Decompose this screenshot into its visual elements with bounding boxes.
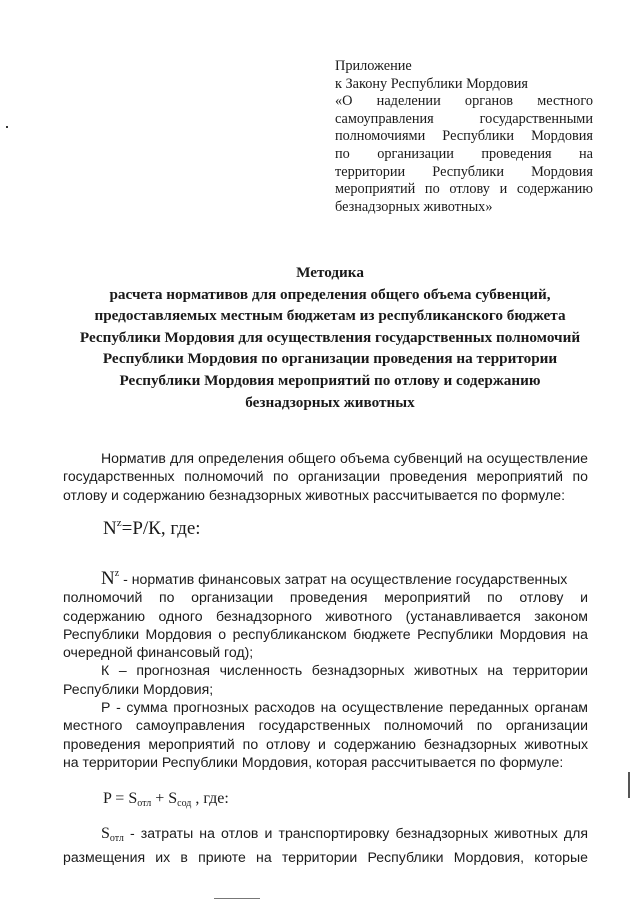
formula-symbol xyxy=(101,825,124,842)
formula-plus: + S xyxy=(151,790,178,807)
paragraph-intro xyxy=(63,449,588,504)
appendix-line: самоуправления государственными xyxy=(335,110,593,127)
appendix-line: территории Республики Мордовия xyxy=(335,163,593,180)
appendix-line: «О наделении органов местного xyxy=(335,93,593,110)
title-line: расчета нормативов для определения общего объема субвенций, xyxy=(109,285,551,303)
paragraph-definitions xyxy=(63,565,588,771)
formula-rest: =P/К, где: xyxy=(121,518,201,539)
appendix-line: мероприятий по отлову и содержанию xyxy=(335,181,593,198)
title-line: Республики Мордовия мероприятий по отлову и содержанию xyxy=(119,371,541,389)
text-line: государственных полномочий по организации проведения мероприятий по xyxy=(63,468,588,485)
formula-sum xyxy=(103,790,229,809)
text-line: Р - сумма прогнозных расходов на осуществление переданных органам xyxy=(101,699,588,716)
scan-edge-mark xyxy=(628,772,630,798)
appendix-line: по организации проведения на xyxy=(335,145,593,162)
paragraph-costs xyxy=(63,824,588,867)
text-line xyxy=(63,824,588,848)
symbol-subscript: отл xyxy=(109,833,124,844)
text-line: местного самоуправления государственных полномочий по организации xyxy=(63,717,588,734)
title-line: Республики Мордовия для осуществления государственных полномочий xyxy=(79,328,581,346)
scan-bottom-mark xyxy=(214,898,260,899)
symbol-superscript: z xyxy=(114,568,120,579)
text-line: отлову и содержанию безнадзорных животных рассчитывается по формуле: xyxy=(63,486,566,503)
scan-speck xyxy=(6,126,8,128)
appendix-line: полномочиями Республики Мордовия xyxy=(335,128,593,145)
title-line: предоставляемых местным бюджетам из республиканского бюджета xyxy=(94,307,566,325)
text-line: Республики Мордовия; xyxy=(63,680,214,697)
title-line: Методика xyxy=(296,264,364,281)
appendix-line: к Закону Республики Мордовия xyxy=(335,75,528,92)
title-line: безнадзорных животных xyxy=(245,393,415,411)
title-line: Республики Мордовия по организации проведения на территории xyxy=(102,350,558,368)
appendix-block xyxy=(335,58,593,216)
text-line: Республики Мордовия о республиканском бюджете Республики Мордовия на xyxy=(63,625,588,642)
formula-norm xyxy=(103,517,201,540)
text-line xyxy=(63,565,588,588)
formula-superscript: z xyxy=(116,517,122,529)
formula-symbol: N xyxy=(103,518,117,539)
document-title xyxy=(60,262,600,413)
formula-tail: , где: xyxy=(191,790,229,807)
formula-symbol xyxy=(101,568,119,589)
text-line: на территории Республики Мордовия, которая рассчитывается по формуле: xyxy=(63,753,564,770)
appendix-line: безнадзорных животных» xyxy=(335,198,493,215)
text-line: очередной финансовый год); xyxy=(63,644,254,661)
text-line: К – прогнозная численность безнадзорных животных на территории xyxy=(101,662,588,679)
text-line: размещения их в приюте на территории Республики Мордовия, которые xyxy=(63,849,588,866)
appendix-line: Приложение xyxy=(335,58,412,74)
formula-lead: P = S xyxy=(103,790,138,807)
symbol-s: S xyxy=(101,825,110,842)
definition-text: - норматив финансовых затрат на осуществление государственных xyxy=(119,571,568,587)
text-line: Норматив для определения общего объема субвенций на осуществление xyxy=(101,450,588,466)
text-line: полномочий по организации проведения мероприятий по отлову и xyxy=(63,589,588,606)
text-line: содержанию одного безнадзорного животного (устанавливается законом xyxy=(63,607,588,624)
formula-subscript: сод xyxy=(177,798,192,809)
symbol-n: N xyxy=(101,568,115,589)
definition-text: - затраты на отлов и транспортировку безнадзорных животных для xyxy=(123,825,588,841)
formula-subscript: отл xyxy=(137,798,152,809)
text-line: проведения мероприятий по отлову и содержанию безнадзорных животных xyxy=(63,735,588,752)
